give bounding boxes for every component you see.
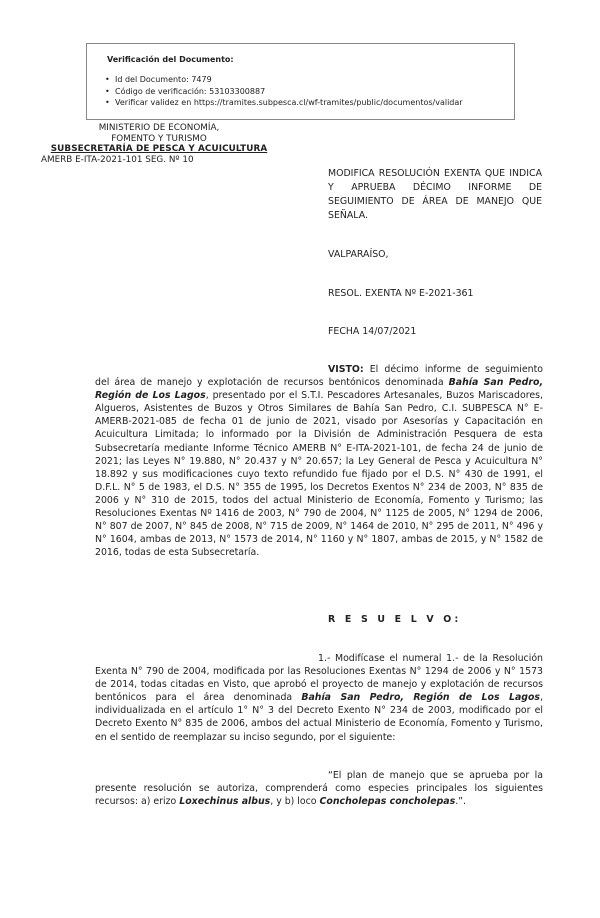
document-id: • Id del Documento: 7479 [105,74,463,86]
visto-area-name: Bahía San Pedro, Región de Los Lagos [95,377,544,402]
resolution-date: FECHA 14/07/2021 [328,326,417,337]
article-1-text-2: , individualizada en el artículo 1° N° 3 del Decreto Exento N° 234 de 2003, modificado por el Decreto Exento N° 835 de 2006, ambos del actual Ministerio de Economía, Fomento y Turismo, en el sentido de reemplazar su inciso segundo, por el siguiente: [95,692,543,743]
ministry-header [37,123,281,165]
verification-box [86,43,515,120]
place: VALPARAÍSO, [328,249,389,260]
species-1: Loxechinus albus [179,796,271,808]
article-1-area-name: Bahía San Pedro, Región de Los Lagos [301,692,541,704]
quote-text-1: “El plan de manejo que se aprueba por la presente resolución se autoriza, comprenderá como especies principales los siguientes recursos: a) erizo [95,770,543,808]
species-2: Concholepas concholepas [319,796,456,808]
resuelvo-heading: R E S U E L V O: [328,614,462,625]
visto-paragraph [95,363,543,559]
resolution-subject: MODIFICA RESOLUCIÓN EXENTA QUE INDICA Y APRUEBA DÉCIMO INFORME DE SEGUIMIENTO DE ÁREA DE MANEJO QUE SEÑALA. [328,168,542,221]
article-1-paragraph [95,652,543,744]
quote-text-2: , y b) loco [270,796,320,808]
verification-list [105,74,463,109]
subsecretaria-name: SUBSECRETARÍA DE PESCA Y ACUICULTURA [50,144,268,154]
visto-text-1: El décimo informe de seguimiento del área de manejo y explotación de recursos bentónicos denominada [95,364,543,389]
verification-url[interactable]: • Verificar validez en https://tramites.subpesca.cl/wf-tramites/public/documentos/validar [105,97,463,109]
visto-text-2: , presentado por el S.T.I. Pescadores Artesanales, Buzos Mariscadores, Algueros, Asistentes de Buzos y Otros Similares de Bahía San Pedro, C.I. SUBPESCA N° E-AMERB-2021-085 de fecha 01 de junio de 2021, visado por Asesorías y Capacitación en Acuicultura Limitada; lo informado por la División de Administración Pesquera de esta Subsecretaría mediante Informe Técnico AMERB N° E-ITA-2021-101, de fecha 24 de junio de 2021; las Leyes N° 19.880, N° 20.437 y N° 20.657; la Ley General de Pesca y Acuicultura N° 18.892 y sus modificaciones cuyo texto refundido fue fijado por el D.S. N° 430 de 1991, el D.F.L. N° 5 de 1983, el D.S. N° 355 de 1995, los Decretos Exentos N° 234 de 2003, N° 835 de 2006 y N° 310 de 2015, todos del actual Ministerio de Economía, Fomento y Turismo; las Resoluciones Exentas Nº 1416 de 2003, N° 790 de 2004, N° 1125 de 2005, N° 1294 de 2006, N° 807 de 2007, N° 845 de 2008, N° 715 de 2009, N° 1464 de 2010, N° 295 de 2011, N° 496 y N° 1604, ambas de 2013, N° 1573 de 2014, N° 1160 y N° 1807, ambas de 2015, y N° 1582 de 2016, todas de esta Subsecretaría. [95,390,543,559]
visto-label: VISTO: [328,364,364,375]
verification-title: Verificación del Documento: [107,55,234,64]
quoted-paragraph [95,769,543,808]
article-1-text-1: 1.- Modifícase el numeral 1.- de la Resolución Exenta N° 790 de 2004, modificada por las Resoluciones Exentas N° 1294 de 2006 y N° 1573 de 2014, todas citadas en Visto, que aprobó el proyecto de manejo y explotación de recursos bentónicos para el área denominada [95,653,543,704]
resolution-number: RESOL. EXENTA Nº E-2021-361 [328,288,474,299]
verification-code: • Código de verificación: 53103300887 [105,86,463,98]
quote-text-3: .”. [455,796,467,808]
amerb-reference: AMERB E-ITA-2021-101 SEG. Nº 10 [41,154,194,165]
ministry-line-2: FOMENTO Y TURISMO [111,133,207,144]
ministry-line-1: MINISTERIO DE ECONOMÍA, [98,123,220,133]
